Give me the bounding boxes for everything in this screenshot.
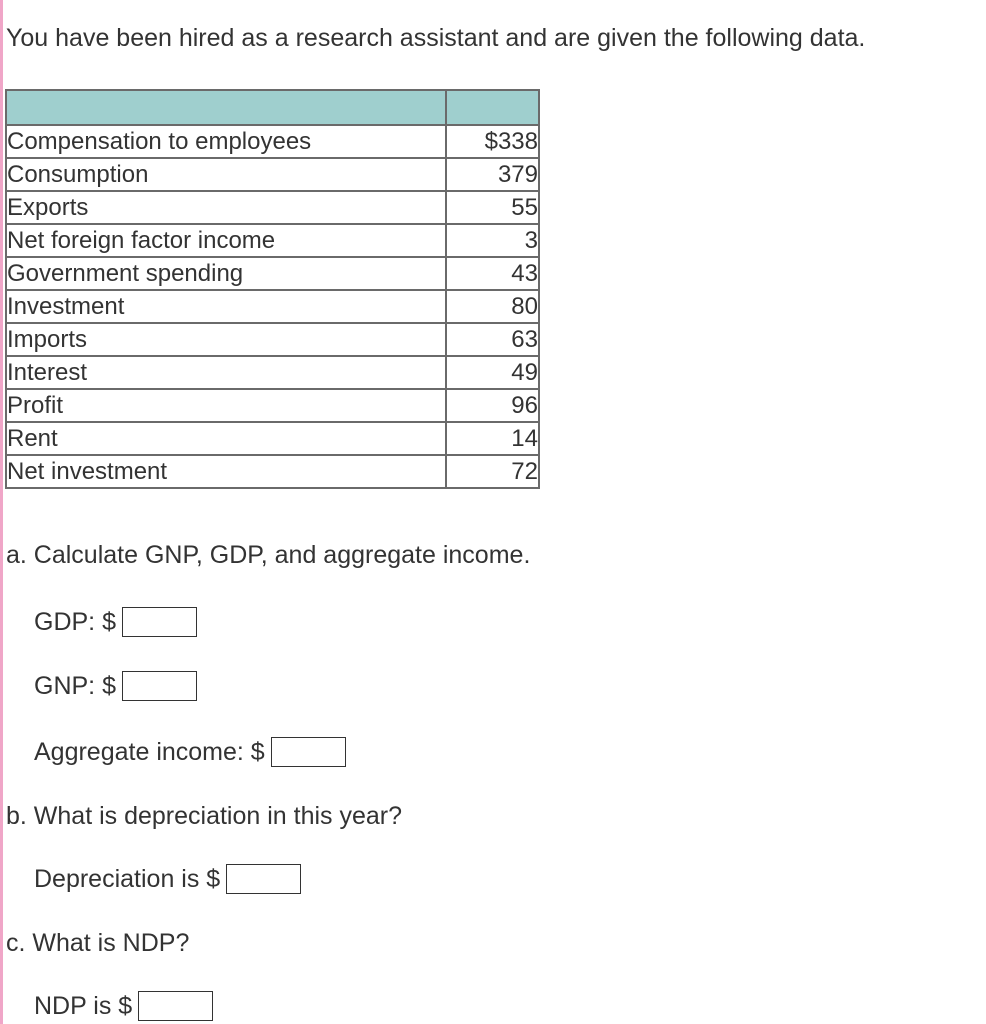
row-label: Interest (6, 356, 446, 389)
intro-text: You have been hired as a research assistant and are given the following data. (6, 24, 866, 52)
table-row (6, 455, 539, 488)
row-value: 96 (446, 389, 539, 422)
table-row (6, 323, 539, 356)
row-value: 49 (446, 356, 539, 389)
gnp-input[interactable] (122, 671, 197, 701)
table-row (6, 191, 539, 224)
gnp-row (34, 671, 197, 701)
table-row (6, 389, 539, 422)
row-label: Compensation to employees (6, 125, 446, 158)
row-label: Government spending (6, 257, 446, 290)
row-label: Profit (6, 389, 446, 422)
table-header-value-cell (446, 90, 539, 125)
gnp-label: GNP: $ (34, 671, 116, 700)
ndp-label: NDP is $ (34, 991, 133, 1020)
row-value: 3 (446, 224, 539, 257)
table-row (6, 257, 539, 290)
aggregate-income-row (34, 737, 346, 767)
table-row (6, 224, 539, 257)
ndp-input[interactable] (138, 991, 213, 1021)
part-b-question: b. What is depreciation in this year? (6, 802, 403, 830)
row-value: $338 (446, 125, 539, 158)
depreciation-label: Depreciation is $ (34, 864, 221, 893)
table-row (6, 125, 539, 158)
depreciation-row (34, 864, 301, 894)
row-value: 63 (446, 323, 539, 356)
aggregate-income-input[interactable] (271, 737, 346, 767)
aggregate-income-label: Aggregate income: $ (34, 737, 265, 766)
row-label: Consumption (6, 158, 446, 191)
table-header-row (6, 90, 539, 125)
row-label: Rent (6, 422, 446, 455)
row-value: 43 (446, 257, 539, 290)
row-value: 55 (446, 191, 539, 224)
row-label: Investment (6, 290, 446, 323)
row-label: Net foreign factor income (6, 224, 446, 257)
row-value: 14 (446, 422, 539, 455)
gdp-label: GDP: $ (34, 607, 116, 636)
gdp-input[interactable] (122, 607, 197, 637)
row-label: Exports (6, 191, 446, 224)
part-c-question: c. What is NDP? (6, 929, 190, 957)
left-margin-rule (0, 0, 3, 1024)
row-label: Net investment (6, 455, 446, 488)
table-row (6, 356, 539, 389)
data-table (5, 89, 540, 489)
part-a-question: a. Calculate GNP, GDP, and aggregate income. (6, 541, 531, 569)
table-row (6, 158, 539, 191)
row-value: 80 (446, 290, 539, 323)
row-value: 379 (446, 158, 539, 191)
row-value: 72 (446, 455, 539, 488)
depreciation-input[interactable] (226, 864, 301, 894)
table-row (6, 290, 539, 323)
ndp-row (34, 991, 213, 1021)
row-label: Imports (6, 323, 446, 356)
table-header-label-cell (6, 90, 446, 125)
gdp-row (34, 607, 197, 637)
table-row (6, 422, 539, 455)
